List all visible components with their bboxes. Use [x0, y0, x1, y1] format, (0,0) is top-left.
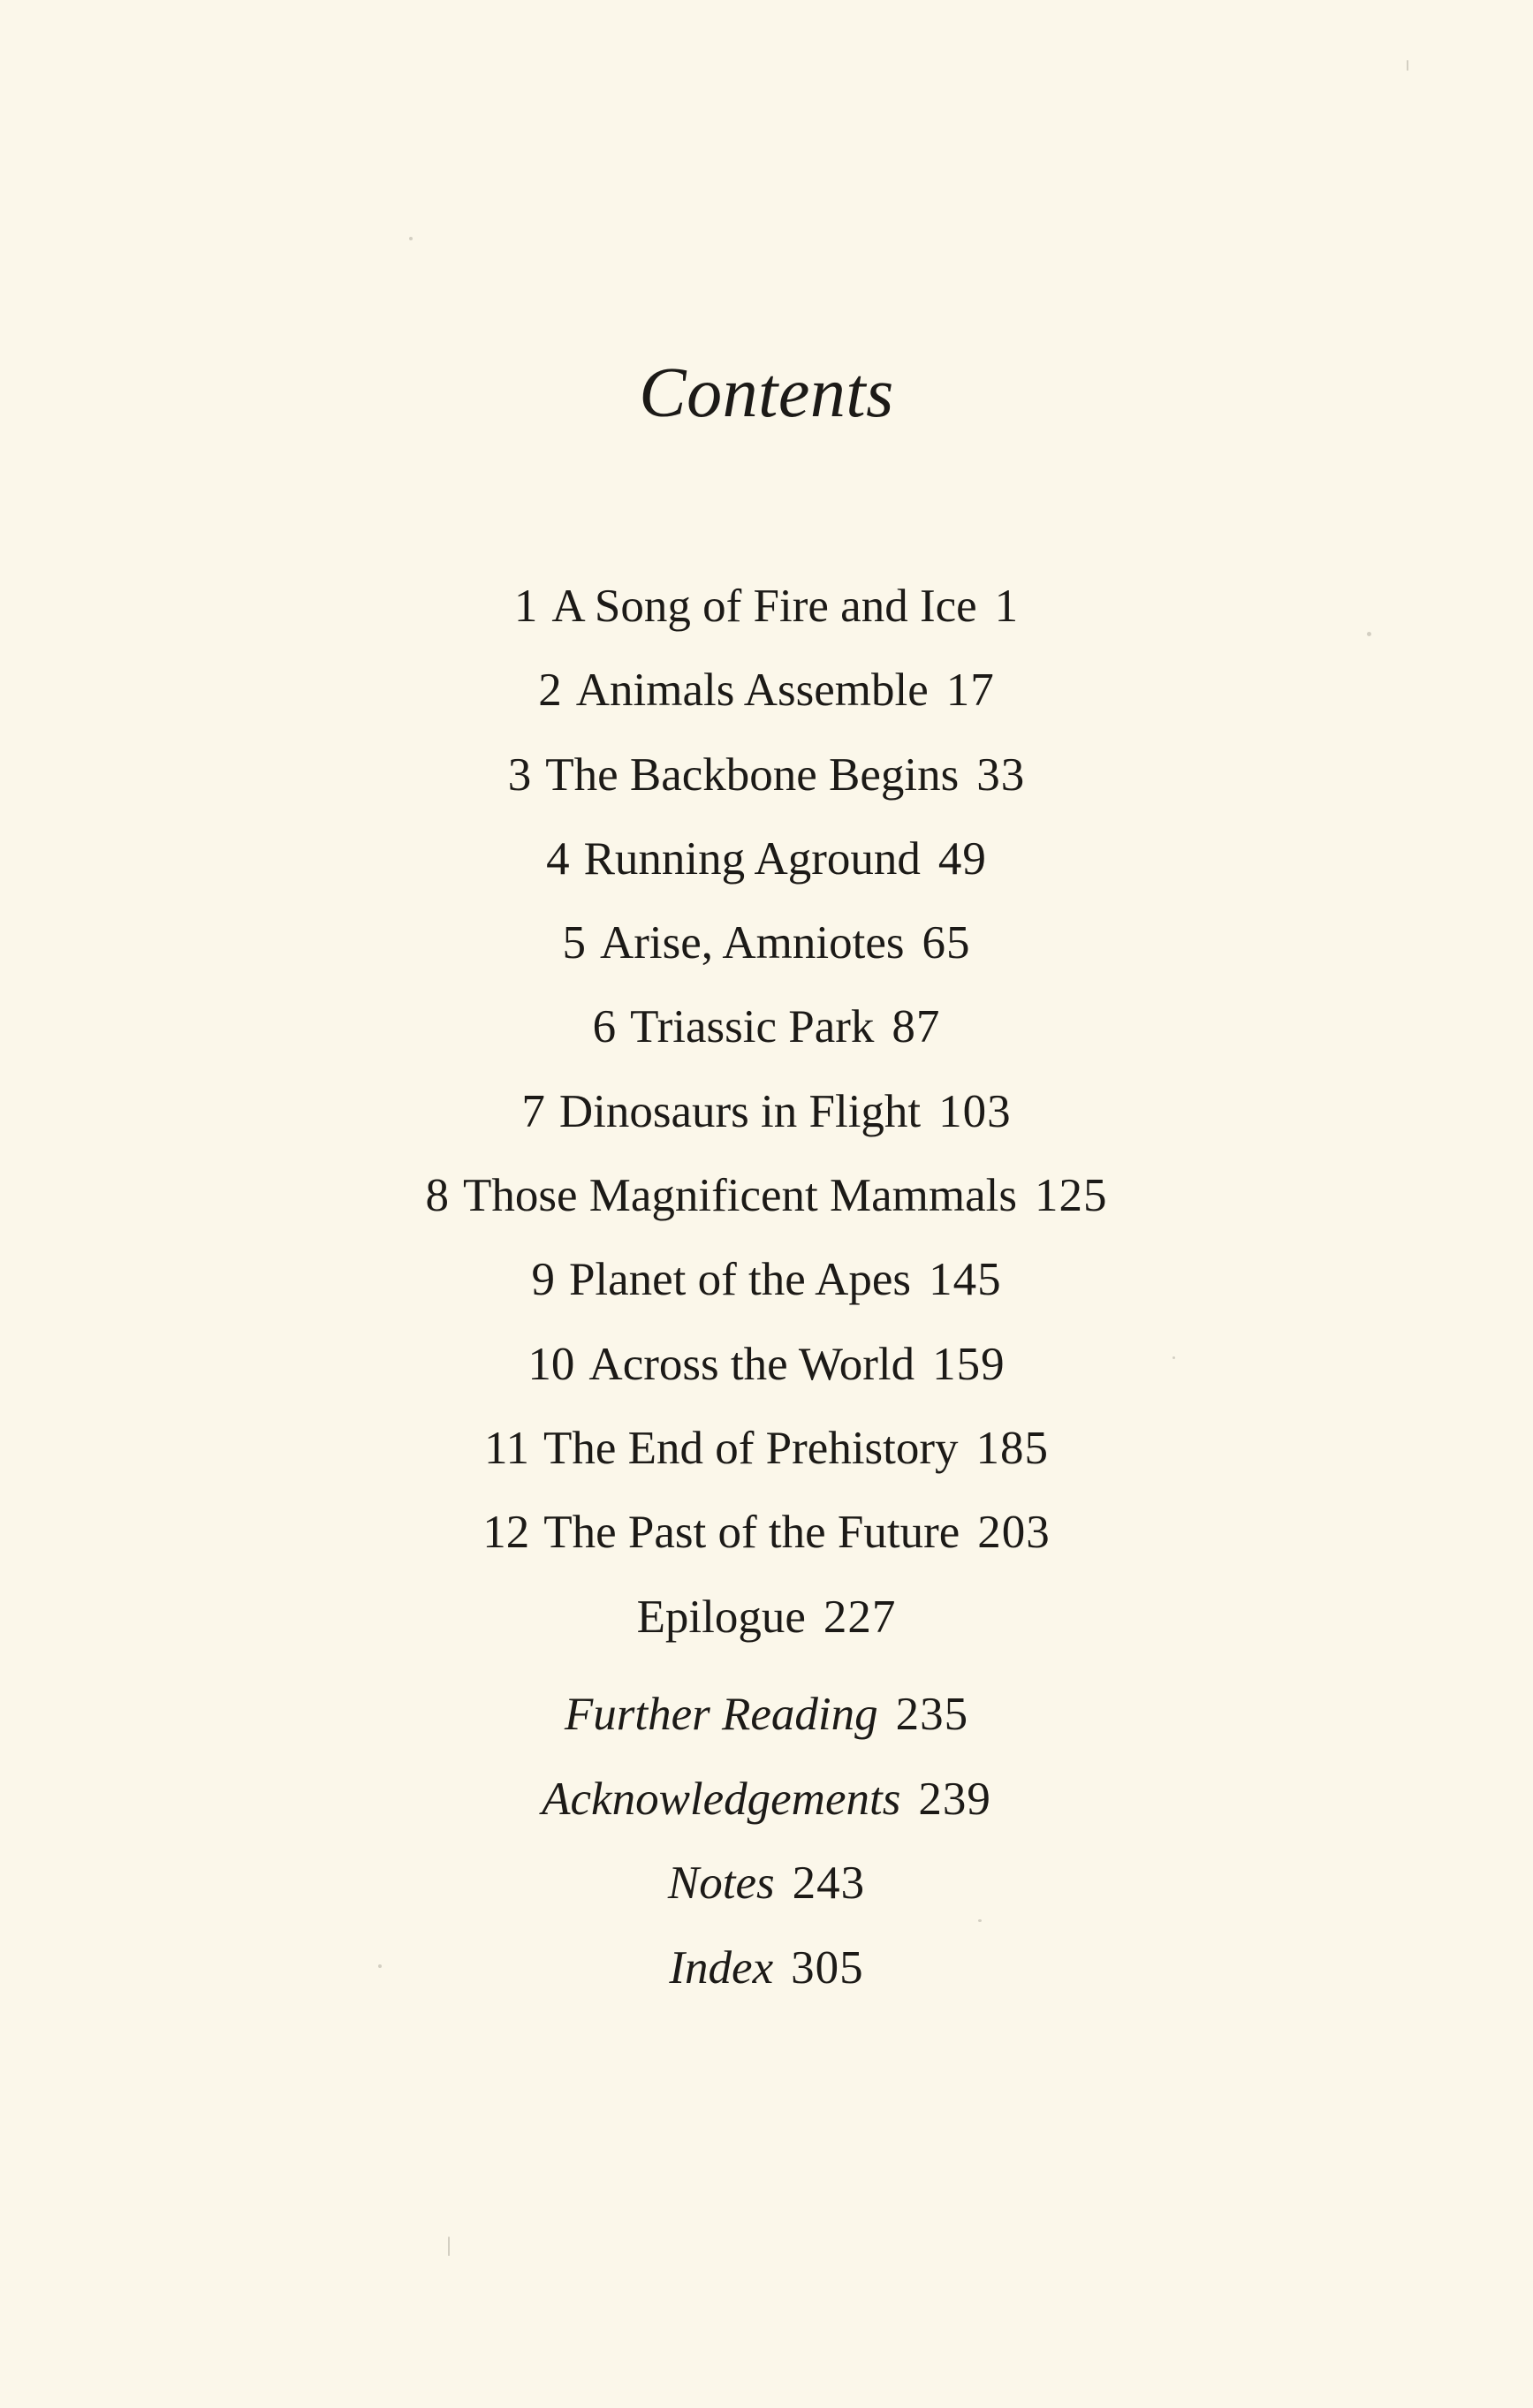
section-title: Acknowledgements [542, 1773, 901, 1825]
page-title: Contents [639, 354, 894, 432]
toc-entry [0, 573, 1533, 657]
page-number: 87 [892, 1001, 941, 1053]
page-number: 1 [994, 581, 1020, 632]
page-number: 103 [938, 1085, 1012, 1137]
toc-entry [0, 1850, 1533, 1934]
page-number: 235 [895, 1689, 969, 1740]
toc-entry [0, 825, 1533, 909]
chapter-number: 1 [513, 581, 538, 632]
chapter-title: Epilogue [636, 1591, 806, 1643]
page-number: 145 [929, 1254, 1002, 1306]
page-number: 159 [932, 1338, 1006, 1390]
chapter-title: A Song of Fire and Ice [551, 581, 977, 632]
page-number: 65 [922, 917, 971, 969]
chapter-title: The Past of the Future [543, 1507, 960, 1559]
toc-entry [0, 741, 1533, 825]
toc-entry [0, 1162, 1533, 1246]
page-number: 125 [1035, 1170, 1108, 1222]
toc-entry [0, 1246, 1533, 1330]
toc-entry [0, 993, 1533, 1077]
chapter-number: 5 [562, 917, 586, 969]
chapter-number: 12 [482, 1507, 530, 1559]
section-title: Notes [667, 1857, 775, 1909]
chapter-title: Those Magnificent Mammals [462, 1170, 1018, 1222]
paper-speck [378, 1964, 382, 1968]
chapter-number: 3 [507, 748, 532, 801]
page-number: 17 [945, 665, 995, 717]
chapter-title: Arise, Amniotes [600, 917, 905, 969]
chapter-number: 10 [527, 1338, 575, 1390]
chapter-number: 9 [531, 1254, 555, 1306]
page-number: 203 [977, 1507, 1051, 1559]
chapter-title: Planet of the Apes [568, 1254, 912, 1306]
toc-entry [0, 1078, 1533, 1162]
chapter-number: 8 [425, 1170, 449, 1222]
chapter-list [0, 573, 1533, 1667]
toc-entry [0, 1331, 1533, 1415]
page-number: 243 [792, 1857, 866, 1909]
back-matter-list [0, 1681, 1533, 2018]
chapter-title: The Backbone Begins [545, 748, 960, 801]
page-number: 227 [823, 1591, 897, 1643]
page-number: 185 [975, 1422, 1050, 1474]
toc-entry [0, 1681, 1533, 1766]
paper-speck [1173, 1356, 1175, 1359]
toc-entry [0, 909, 1533, 993]
page-number: 49 [937, 832, 987, 885]
section-title: Further Reading [564, 1689, 878, 1740]
chapter-number: 4 [546, 832, 570, 885]
section-title: Index [669, 1941, 774, 1994]
chapter-number: 2 [538, 665, 562, 717]
chapter-number: 7 [521, 1085, 545, 1137]
page-number: 33 [976, 748, 1026, 801]
chapter-title: Triassic Park [630, 1001, 875, 1053]
toc-entry [0, 1415, 1533, 1499]
chapter-number: 11 [483, 1422, 529, 1474]
chapter-title: Running Aground [583, 832, 921, 885]
toc-entry [0, 1584, 1533, 1667]
toc-entry [0, 657, 1533, 741]
toc-entry [0, 1499, 1533, 1583]
paper-speck [1367, 632, 1371, 636]
toc-entry [0, 1934, 1533, 2019]
paper-speck [978, 1919, 982, 1922]
toc-entry [0, 1766, 1533, 1850]
chapter-title: Dinosaurs in Flight [558, 1085, 922, 1137]
chapter-title: Animals Assemble [575, 665, 929, 717]
chapter-number: 6 [592, 1001, 617, 1053]
page-number: 305 [791, 1941, 864, 1994]
paper-speck [448, 2237, 450, 2256]
page-number: 239 [918, 1773, 991, 1825]
chapter-title: The End of Prehistory [543, 1422, 959, 1474]
paper-speck [1407, 60, 1408, 71]
chapter-title: Across the World [588, 1338, 915, 1390]
paper-speck [409, 237, 413, 240]
